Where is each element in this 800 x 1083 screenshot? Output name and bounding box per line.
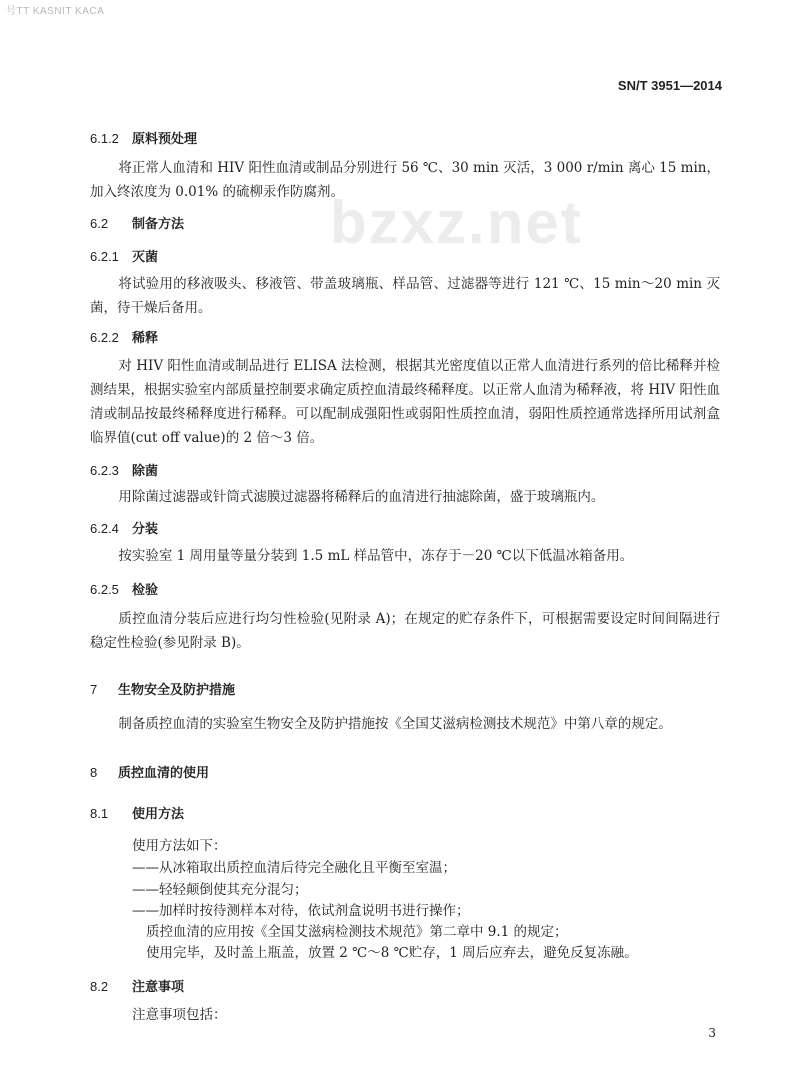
section-number: 8.1	[90, 806, 109, 821]
heading-8-1	[90, 803, 184, 822]
section-title: 稀释	[132, 330, 159, 345]
section-title: 分装	[132, 521, 159, 536]
section-title: 生物安全及防护措施	[118, 682, 236, 697]
section-number: 6.2.2	[90, 330, 119, 345]
list-subitem: 使用完毕，及时盖上瓶盖，放置 2 ℃～8 ℃贮存，1 周后应弃去，避免反复冻融。	[146, 945, 638, 961]
heading-8-2	[90, 976, 184, 995]
heading-8	[90, 762, 209, 781]
section-number: 7	[90, 682, 98, 697]
page-number: 3	[708, 1026, 716, 1040]
list-item: ——轻轻颠倒使其充分混匀；	[132, 882, 308, 898]
section-number: 8	[90, 765, 98, 780]
paragraph-6-2-2: 对 HIV 阳性血清或制品进行 ELISA 法检测，根据其光密度值以正常人血清进行系列的倍比稀释并检测结果，根据实验室内部质量控制要求确定质控血清最终稀释度。以正常人血清为稀释液，将 HIV 阳性血清或制品按最终稀释度进行稀释。可以配制成强阳性或弱阳性质控血清，弱阳性质控通常选择所用试剂盒临界值(cut off value)的 2 倍～3 倍。	[90, 358, 720, 446]
section-title: 原料预处理	[132, 131, 198, 146]
section-number: 6.2.5	[90, 582, 119, 597]
paragraph-6-2-1: 将试验用的移液吸头、移液管、带盖玻璃瓶、样品管、过滤器等进行 121 ℃、15 min～20 min 灭菌，待干燥后备用。	[90, 276, 720, 316]
top-watermark-text: 号TT KASNIT KACA	[6, 6, 105, 17]
section-number: 8.2	[90, 979, 109, 994]
section-number: 6.1.2	[90, 131, 119, 146]
section-number: 6.2.3	[90, 463, 119, 478]
paragraph-6-2-3: 用除菌过滤器或针筒式滤膜过滤器将稀释后的血清进行抽滤除菌，盛于玻璃瓶内。	[118, 489, 605, 505]
section-number: 6.2	[90, 216, 109, 231]
site-watermark: bzxz.net	[330, 189, 583, 256]
section-title: 除菌	[132, 463, 159, 478]
heading-7	[90, 679, 235, 698]
heading-6-2-3	[90, 460, 158, 479]
heading-6-1-2	[90, 128, 197, 147]
heading-6-2-1	[90, 246, 158, 265]
list-subitem: 质控血清的应用按《全国艾滋病检测技术规范》第二章中 9.1 的规定；	[146, 924, 568, 940]
section-title: 质控血清的使用	[118, 765, 210, 780]
heading-6-2-2	[90, 327, 158, 346]
section-number: 6.2.1	[90, 249, 119, 264]
paragraph-6-2-5: 质控血清分装后应进行均匀性检验(见附录 A)；在规定的贮存条件下，可根据需要设定时间间隔进行稳定性检验(参见附录 B)。	[90, 611, 720, 651]
usage-intro: 使用方法如下：	[132, 838, 227, 854]
standard-code-header: SN/T 3951—2014	[617, 78, 722, 93]
heading-6-2	[90, 213, 184, 232]
section-number: 6.2.4	[90, 521, 119, 536]
heading-6-2-4	[90, 518, 158, 537]
section-title: 注意事项	[132, 979, 185, 994]
paragraph-6-1-2: 将正常人血清和 HIV 阳性血清或制品分别进行 56 ℃、30 min 灭活，3 000 r/min 离心 15 min，加入终浓度为 0.01% 的硫柳汞作防腐剂。	[90, 160, 720, 200]
section-title: 灭菌	[132, 249, 159, 264]
section-title: 使用方法	[132, 806, 185, 821]
list-item: ——加样时按待测样本对待，依试剂盒说明书进行操作；	[132, 903, 470, 919]
paragraph-7: 制备质控血清的实验室生物安全及防护措施按《全国艾滋病检测技术规范》中第八章的规定。	[118, 716, 672, 732]
list-item: ——从冰箱取出质控血清后待完全融化且平衡至室温；	[132, 860, 456, 876]
heading-6-2-5	[90, 579, 158, 598]
section-title: 检验	[132, 582, 159, 597]
section-title: 制备方法	[132, 216, 185, 231]
paragraph-6-2-4: 按实验室 1 周用量等量分装到 1.5 mL 样品管中，冻存于－20 ℃以下低温冰箱备用。	[118, 548, 634, 564]
notes-intro: 注意事项包括：	[132, 1007, 227, 1023]
